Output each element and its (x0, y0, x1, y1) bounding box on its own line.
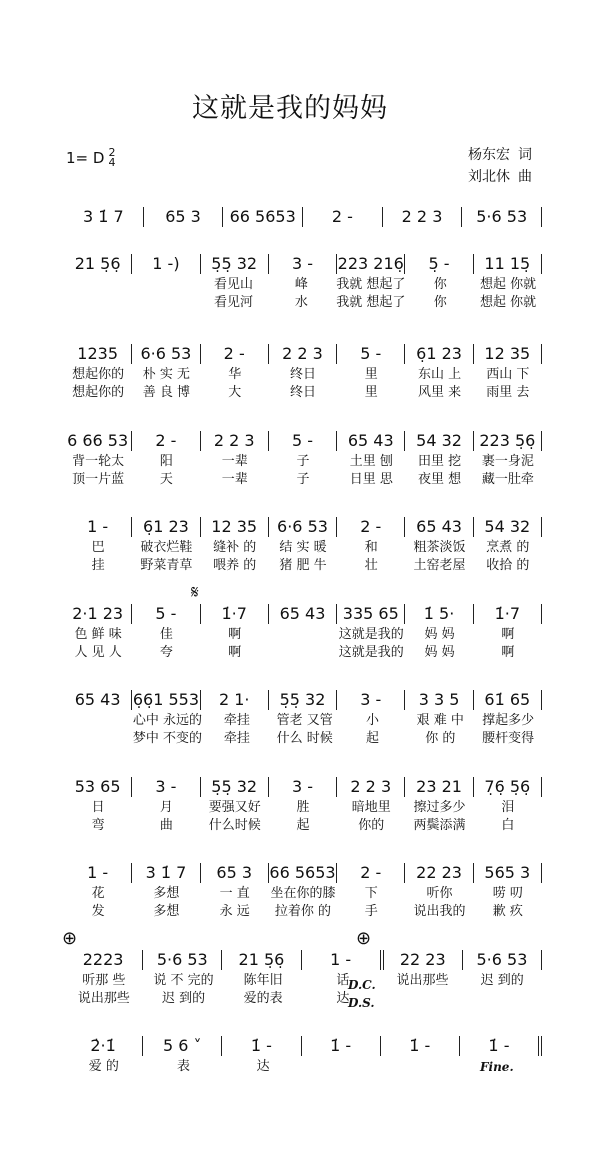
lyric-segment: 爱 的 (88, 1059, 119, 1074)
lyric-segment: 和 (364, 540, 378, 555)
lyric-segment: 缝补 的 (213, 540, 257, 555)
lyric-segment: 峰 (294, 277, 308, 292)
lyric-segment: 起 (296, 818, 310, 833)
lyric-segment: 说出那些 (396, 973, 449, 988)
lyric-segment: 夜里 想 (417, 472, 462, 487)
measure: 66 5653 (269, 863, 336, 882)
lyric-segment (132, 276, 200, 294)
lyric-segment: 小 (365, 713, 379, 728)
measure: 2 2 3 (269, 344, 337, 364)
measure: 22 23 (405, 863, 473, 883)
measure: 1̇ - (302, 1036, 381, 1056)
measure: 223 216̣ (337, 254, 404, 273)
lyric-segment: 坐在你的膝 (270, 886, 336, 901)
lyrics-verse-2 (64, 471, 542, 489)
measure: 66 5653 (223, 207, 303, 227)
lyric-segment: 胜 (296, 800, 310, 815)
lyrics-verse-1 (64, 453, 542, 471)
lyric-segment: 我就 想起了 (336, 295, 406, 310)
lyric-segment: 心中 永远的 (132, 713, 202, 728)
measure: 1 - (64, 863, 132, 883)
notes-row (64, 429, 542, 453)
measure: 1 - (302, 950, 384, 970)
lyric-segment: 管老 又管 (276, 713, 333, 728)
lyric-segment: 迟 到的 (480, 973, 524, 988)
measure: 6·6 53 (269, 517, 337, 537)
measure: 1̇ 5· (405, 604, 473, 624)
notes-row (64, 515, 542, 539)
measure: 21 5̣6̣ (222, 950, 301, 970)
lyric-segment: 曲 (159, 818, 173, 833)
notes-row (64, 861, 542, 885)
lyric-segment: 巴 (91, 540, 105, 555)
measure: 2 1· (201, 690, 269, 710)
measure: 11 15̣ (474, 254, 542, 274)
lyric-segment: 天 (159, 472, 173, 487)
lyric-segment: 日 (91, 800, 105, 815)
measure: 5 - (337, 344, 405, 364)
lyric-segment: 达 (256, 1059, 270, 1074)
score-system (64, 775, 542, 835)
measure: 2·1 23 (64, 604, 132, 624)
lyric-segment: 壮 (364, 558, 378, 573)
measure: 5 - (269, 431, 337, 451)
lyric-segment: 一 直 (219, 886, 250, 901)
ds-direction: D.S. (348, 996, 375, 1010)
lyric-segment: 想起 你就 (480, 277, 537, 292)
measure: 2 - (132, 431, 200, 451)
key-label: 1= D (66, 149, 105, 167)
lyric-segment: 裹一身泥 (481, 454, 534, 469)
lyric-segment: 发 (91, 904, 105, 919)
measure: 5̣5̣ 32 (201, 254, 269, 274)
score-system (64, 1034, 542, 1076)
fine-direction: Fine. (480, 1060, 514, 1074)
lyric-segment: 听你 (426, 886, 453, 901)
lyric-segment: 月 (159, 800, 173, 815)
lyric-segment: 日里 思 (349, 472, 393, 487)
measure: 2 2 3 (383, 207, 463, 227)
lyric-segment: 水 (294, 295, 308, 310)
lyric-segment: 达 (336, 991, 350, 1006)
measure: 54 32 (474, 517, 542, 537)
lyric-segment: 什么时候 (208, 818, 261, 833)
lyric-segment: 多想 (153, 904, 180, 919)
measure: 65 3 (201, 863, 269, 883)
measure: 22 23 (384, 950, 463, 970)
lyric-segment: 华 (228, 367, 242, 382)
lyric-segment: 说出我的 (413, 904, 466, 919)
lyric-segment: 要强又好 (208, 800, 261, 815)
measure: 5·6 53 (463, 950, 542, 970)
lyric-segment: 啊 (228, 645, 242, 660)
measure: 3 - (269, 777, 337, 797)
lyric-segment: 拉着你 的 (274, 904, 332, 919)
lyric-segment: 想起你的 (72, 385, 125, 400)
measure: 65 43 (64, 690, 132, 710)
lyric-segment: 东山 上 (417, 367, 462, 382)
measure: 54 32 (405, 431, 473, 451)
measure: 65 43 (405, 517, 473, 537)
lyrics-verse-1 (64, 885, 542, 903)
lyrics-verse-2 (64, 990, 542, 1008)
lyric-segment: 想起 你就 (480, 295, 537, 310)
lyric-segment: 永 远 (219, 904, 250, 919)
lyric-segment: 顶一片蓝 (72, 472, 125, 487)
lyric-segment: 两鬓添满 (413, 818, 466, 833)
lyrics-verse-2 (64, 817, 542, 835)
lyric-segment (383, 1058, 463, 1076)
lyric-segment: 子 (296, 472, 310, 487)
score-system (64, 429, 542, 489)
measure: 5·6 53 (462, 207, 542, 227)
lyric-segment: 撑起多少 (482, 713, 535, 728)
score-system (64, 205, 542, 229)
measure: 21 5̣6̣ (64, 254, 132, 274)
score-system (64, 948, 542, 1008)
song-title: 这就是我的妈妈 (192, 93, 388, 124)
lyric-segment: 喂养 的 (213, 558, 257, 573)
lyric-segment: 暗地里 (351, 800, 391, 815)
measure: 5 6 ˅ (143, 1036, 222, 1056)
lyric-segment: 你 的 (425, 731, 456, 746)
lyric-segment (303, 1058, 383, 1076)
lyric-segment: 看见河 (214, 295, 254, 310)
measure: 1 - (64, 517, 132, 537)
lyric-segment: 啊 (501, 645, 515, 660)
lyric-segment (383, 990, 463, 1008)
lyric-segment: 破衣烂鞋 (140, 540, 193, 555)
lyrics-verse-1 (64, 276, 542, 294)
time-signature (108, 148, 115, 168)
lyric-segment: 腰杆变得 (482, 731, 535, 746)
lyric-segment: 土里 刨 (349, 454, 393, 469)
measure: 3 1̇ 7 (64, 207, 144, 227)
measure: 1̇·7 (201, 604, 269, 624)
notes-row (64, 205, 542, 229)
notes-row (64, 342, 542, 366)
lyricist-role: 词 (518, 147, 532, 163)
coda-sign: ⊕ (62, 928, 78, 949)
lyrics-verse-1 (64, 712, 542, 730)
measure: 12 35 (201, 517, 269, 537)
lyric-segment: 人 见 人 (74, 645, 122, 660)
lyric-segment: 大 (228, 385, 242, 400)
measure: 6̣1 23 (405, 344, 473, 364)
measure: 223 5̣6̣ (474, 431, 542, 451)
measure: 3 3 5 (405, 690, 473, 710)
measure: 65 43 (269, 604, 337, 624)
measure: 1̇·7 (474, 604, 542, 624)
measure: 1̇ - (381, 1036, 460, 1056)
lyric-segment: 花 (91, 886, 105, 901)
measure: 2̇·1̇ (64, 1036, 143, 1056)
lyric-segment: 粗茶淡饭 (413, 540, 466, 555)
notes-row (64, 602, 542, 626)
notes-row (64, 252, 542, 276)
segno-sign: 𝄋 (191, 582, 199, 603)
lyrics-verse-2 (64, 557, 542, 575)
measure: 12 35 (474, 344, 542, 364)
lyric-segment: 你的 (358, 818, 385, 833)
lyric-segment: 一辈 (221, 472, 248, 487)
lyric-segment: 听那 些 (82, 973, 126, 988)
composer-role: 曲 (518, 169, 532, 185)
lyric-segment: 歉 疚 (492, 904, 523, 919)
lyric-segment: 这就是我的 (338, 627, 404, 642)
measure: 1̇ - (460, 1036, 542, 1056)
lyrics-verse-1 (64, 1058, 542, 1076)
measure: 6̣6̣1 553 (132, 690, 199, 709)
lyric-segment: 擦过多少 (413, 800, 466, 815)
lyric-segment: 手 (364, 904, 378, 919)
lyric-segment: 看见山 (214, 277, 254, 292)
composer (468, 166, 532, 188)
measure: 5·6 53 (143, 950, 222, 970)
lyric-segment: 多想 (153, 886, 180, 901)
measure: 2 - (337, 863, 405, 883)
lyric-segment (132, 294, 200, 312)
lyric-segment: 土窑老屋 (413, 558, 466, 573)
lyricist (468, 144, 532, 166)
measure: 3 - (337, 690, 405, 710)
lyric-segment: 猪 肥 牛 (279, 558, 327, 573)
lyric-segment: 什么 时候 (276, 731, 333, 746)
lyric-segment: 弯 (91, 818, 105, 833)
lyricist-name: 杨东宏 (468, 147, 510, 163)
measure: 7̣6̣ 5̣6̣ (474, 777, 542, 797)
lyric-segment: 爱的表 (243, 991, 283, 1006)
measure: 5̣5̣ 32 (269, 690, 337, 710)
lyric-segment: 野菜青草 (140, 558, 193, 573)
lyrics-verse-1 (64, 972, 542, 990)
lyric-segment (64, 276, 132, 294)
lyric-segment: 说 不 完的 (153, 973, 214, 988)
measure: 61̇ 65 (474, 690, 542, 710)
lyric-segment: 一辈 (221, 454, 248, 469)
lyric-segment: 烹煮 的 (486, 540, 530, 555)
lyric-segment: 田里 挖 (417, 454, 462, 469)
measure: 2 - (337, 517, 405, 537)
measure: 2 - (303, 207, 383, 227)
score-system (64, 342, 542, 402)
measure: 6̣1 23 (132, 517, 200, 537)
lyric-segment: 妈 妈 (424, 645, 455, 660)
measure: 65 43 (337, 431, 405, 451)
lyric-segment: 子 (296, 454, 310, 469)
lyric-segment: 起 (365, 731, 379, 746)
lyric-segment: 这就是我的 (338, 645, 404, 660)
lyric-segment: 阳 (159, 454, 173, 469)
composer-name: 刘北休 (468, 169, 510, 185)
lyric-segment: 泪 (501, 800, 515, 815)
lyric-segment: 佳 (159, 627, 173, 642)
score-system (64, 688, 542, 748)
lyric-segment: 牵挂 (223, 713, 250, 728)
lyrics-verse-2 (64, 644, 542, 662)
score-system (64, 602, 542, 662)
lyrics-verse-2 (64, 903, 542, 921)
lyrics-verse-2 (64, 384, 542, 402)
score-system (64, 861, 542, 921)
measure: 23 21 (405, 777, 473, 797)
lyric-segment (64, 712, 132, 730)
measure: 3 - (132, 777, 200, 797)
dc-direction: D.C. (348, 978, 376, 992)
measure: 5̣ - (405, 254, 473, 274)
lyric-segment: 我就 想起了 (336, 277, 406, 292)
lyric-segment: 想起你的 (72, 367, 125, 382)
notes-row (64, 948, 542, 972)
lyric-segment: 终日 (289, 367, 316, 382)
measure: 6·6 53 (132, 344, 200, 364)
lyric-segment (462, 990, 542, 1008)
measure: 3 - (269, 254, 337, 274)
lyric-segment: 你 (433, 295, 447, 310)
measure: 6 66 53 (64, 431, 132, 451)
lyric-segment: 说出那些 (77, 991, 130, 1006)
measure: 565 3 (474, 863, 542, 883)
credits (468, 144, 532, 188)
notes-row (64, 775, 542, 799)
lyric-segment: 夸 (159, 645, 173, 660)
lyrics-verse-1 (64, 539, 542, 557)
lyrics-verse-1 (64, 366, 542, 384)
measure: 65 3 (144, 207, 224, 227)
lyric-segment: 迟 到的 (161, 991, 206, 1006)
lyric-segment: 风里 来 (417, 385, 462, 400)
lyrics-verse-2 (64, 294, 542, 312)
measure: 3 1̇ 7 (132, 863, 200, 883)
lyric-segment: 陈年旧 (243, 973, 283, 988)
measure: 53 65 (64, 777, 132, 797)
lyric-segment: 里 (364, 385, 378, 400)
measure: 1 -) (132, 254, 200, 274)
measure: 5 - (132, 604, 200, 624)
lyric-segment: 终日 (289, 385, 316, 400)
notes-row (64, 688, 542, 712)
lyric-segment: 啊 (501, 627, 515, 642)
lyric-segment: 收拾 的 (486, 558, 530, 573)
measure: 2223 (64, 950, 143, 970)
lyric-segment: 背一轮太 (72, 454, 125, 469)
lyric-segment: 西山 下 (486, 367, 530, 382)
lyric-segment: 艰 难 中 (416, 713, 464, 728)
lyric-segment: 妈 妈 (424, 627, 455, 642)
lyric-segment (269, 626, 337, 644)
lyric-segment (64, 730, 132, 748)
lyric-segment: 你 (433, 277, 447, 292)
lyric-segment: 话 (336, 973, 350, 988)
lyric-segment: 挂 (91, 558, 105, 573)
time-top: 2 (108, 146, 116, 159)
score-system (64, 515, 542, 575)
measure: 335 65 (337, 604, 405, 624)
lyric-segment (269, 644, 337, 662)
lyrics-verse-2 (64, 730, 542, 748)
lyric-segment: 啊 (228, 627, 242, 642)
lyric-segment: 梦中 不变的 (132, 731, 202, 746)
lyric-segment (64, 294, 132, 312)
lyrics-verse-1 (64, 626, 542, 644)
lyric-segment: 牵挂 (223, 731, 250, 746)
measure: 2 2 3 (337, 777, 405, 797)
lyric-segment: 色 鲜 味 (74, 627, 122, 642)
time-bottom: 4 (108, 156, 116, 169)
notes-row (64, 1034, 542, 1058)
lyric-segment: 里 (364, 367, 378, 382)
lyric-segment: 藏一肚牵 (481, 472, 534, 487)
measure: 1̇ - (222, 1036, 301, 1056)
key-signature (66, 148, 115, 168)
lyric-segment: 结 实 暖 (279, 540, 327, 555)
lyric-segment: 雨里 去 (486, 385, 530, 400)
lyric-segment: 朴 实 无 (142, 367, 191, 382)
measure: 2 - (201, 344, 269, 364)
lyric-segment: 下 (364, 886, 378, 901)
score-system (64, 252, 542, 312)
lyric-segment: 表 (177, 1059, 191, 1074)
lyric-segment: 白 (501, 818, 515, 833)
measure: 1235 (64, 344, 132, 364)
coda-sign: ⊕ (356, 928, 372, 949)
lyrics-verse-1 (64, 799, 542, 817)
lyric-segment: 唠 叨 (492, 886, 523, 901)
lyric-segment: 善 良 博 (142, 385, 191, 400)
measure: 2 2 3 (201, 431, 269, 451)
measure: 5̣5̣ 32 (201, 777, 269, 797)
